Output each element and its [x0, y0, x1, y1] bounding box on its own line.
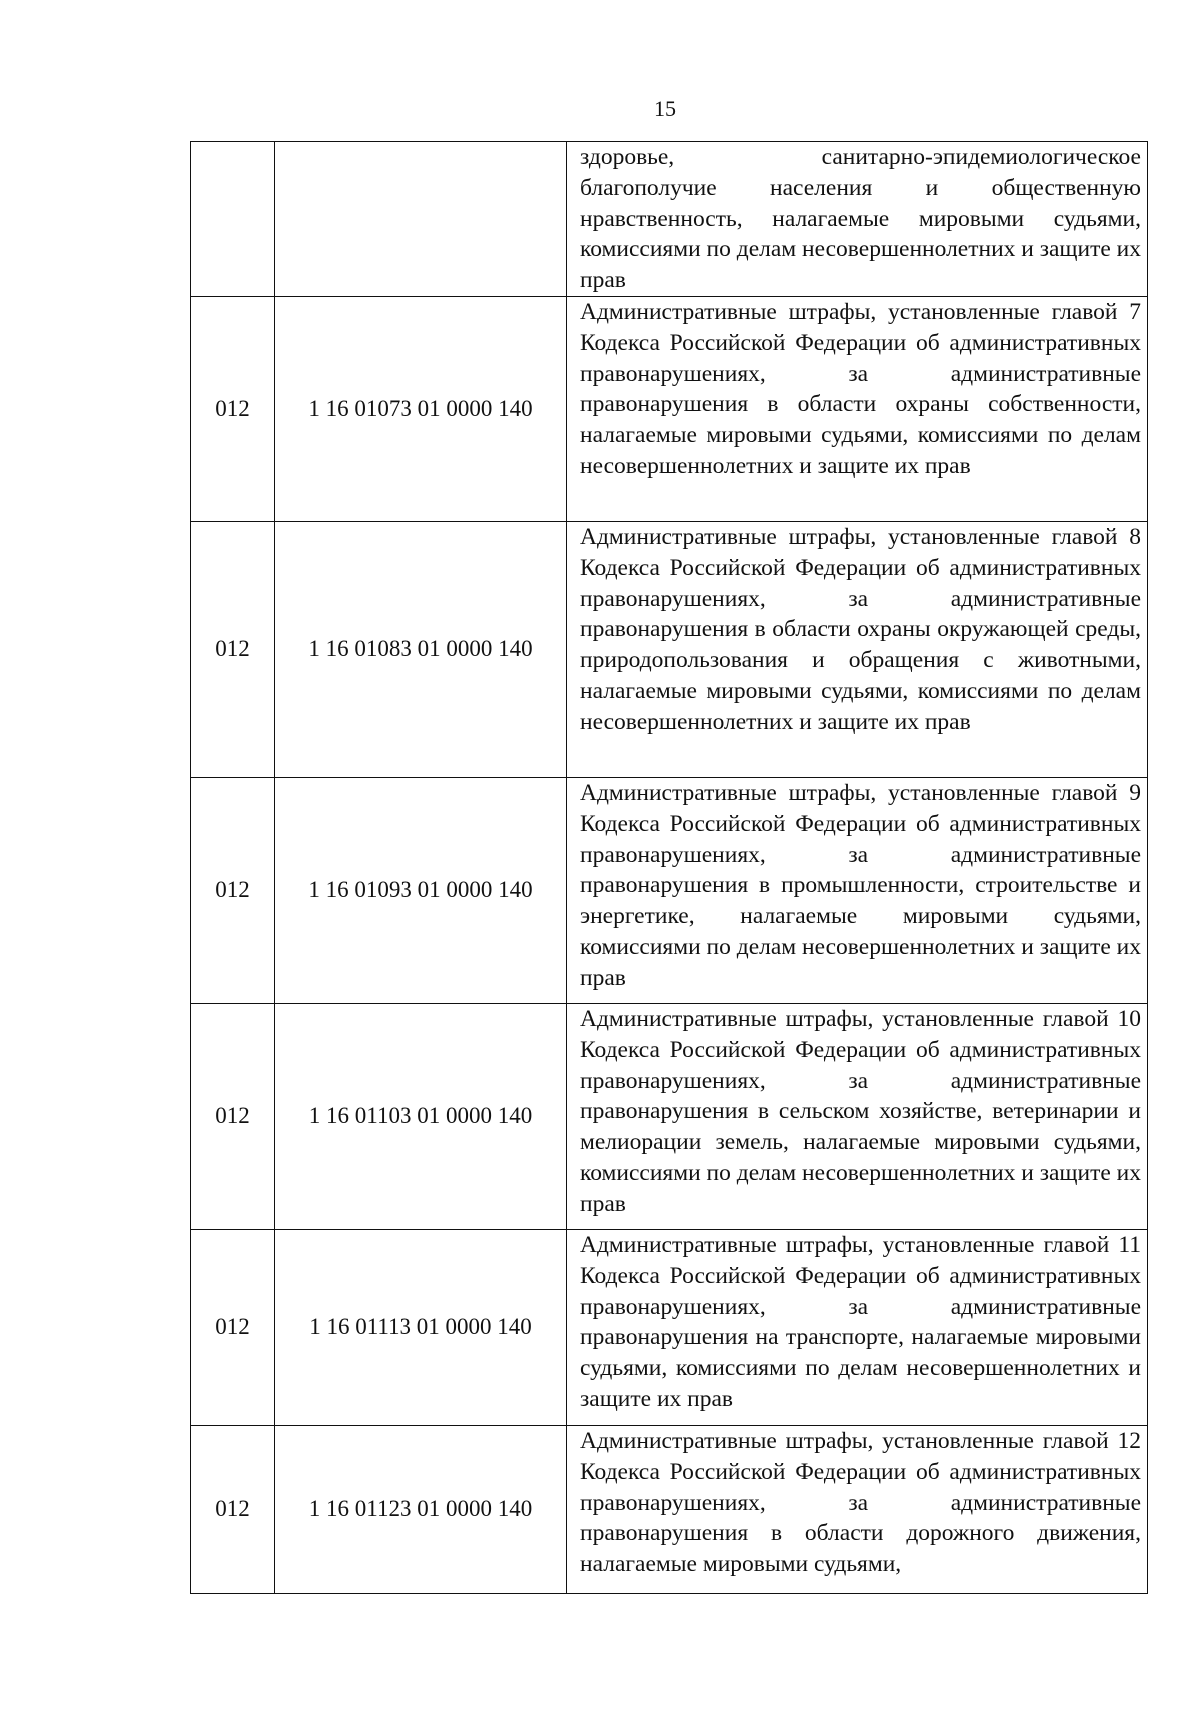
table-row — [191, 1003, 1148, 1229]
table-row — [191, 1425, 1148, 1593]
table-row — [191, 142, 1148, 297]
table-row — [191, 296, 1148, 521]
description-cell: Административные штрафы, установленные главой 9 Кодекса Российской Федерации об административных правонарушениях, за административные правонарушения в промышленности, строительстве и энергетике, налагаемые мировыми судьями, комиссиями по делам несовершеннолетних и защите их прав — [567, 777, 1148, 1003]
table-row — [191, 1229, 1148, 1425]
page-number: 15 — [654, 96, 676, 121]
admin-code-cell: 012 — [191, 1003, 275, 1229]
admin-code-cell: 012 — [191, 296, 275, 521]
description-cell: Административные штрафы, установленные главой 8 Кодекса Российской Федерации об административных правонарушениях, за административные правонарушения в области охраны окружающей среды, природопользования и обращения с животными, налагаемые мировыми судьями, комиссиями по делам несовершеннолетних и защите их прав — [567, 521, 1148, 777]
kbk-code-cell — [275, 142, 567, 297]
description-cell: здоровье, санитарно-эпидемиологическое благополучие населения и общественную нравственность, налагаемые мировыми судьями, комиссиями по делам несовершеннолетних и защите их прав — [567, 142, 1148, 297]
kbk-code-cell: 1 16 01103 01 0000 140 — [275, 1003, 567, 1229]
description-cell: Административные штрафы, установленные главой 7 Кодекса Российской Федерации об административных правонарушениях, за административные правонарушения в области охраны собственности, налагаемые мировыми судьями, комиссиями по делам несовершеннолетних и защите их прав — [567, 296, 1148, 521]
description-cell: Административные штрафы, установленные главой 10 Кодекса Российской Федерации об административных правонарушениях, за административные правонарушения в сельском хозяйстве, ветеринарии и мелиорации земель, налагаемые мировыми судьями, комиссиями по делам несовершеннолетних и защите их прав — [567, 1003, 1148, 1229]
kbk-code-cell: 1 16 01083 01 0000 140 — [275, 521, 567, 777]
description-cell: Административные штрафы, установленные главой 12 Кодекса Российской Федерации об административных правонарушениях, за административные правонарушения в области дорожного движения, налагаемые мировыми судьями, — [567, 1425, 1148, 1593]
description-cell: Административные штрафы, установленные главой 11 Кодекса Российской Федерации об административных правонарушениях, за административные правонарушения на транспорте, налагаемые мировыми судьями, комиссиями по делам несовершеннолетних и защите их прав — [567, 1229, 1148, 1425]
table-row — [191, 521, 1148, 777]
admin-code-cell: 012 — [191, 1425, 275, 1593]
kbk-code-cell: 1 16 01113 01 0000 140 — [275, 1229, 567, 1425]
admin-code-cell: 012 — [191, 1229, 275, 1425]
admin-code-cell: 012 — [191, 777, 275, 1003]
admin-code-cell — [191, 142, 275, 297]
table-row — [191, 777, 1148, 1003]
kbk-code-cell: 1 16 01093 01 0000 140 — [275, 777, 567, 1003]
kbk-table — [190, 141, 1148, 1594]
kbk-code-cell: 1 16 01073 01 0000 140 — [275, 296, 567, 521]
admin-code-cell: 012 — [191, 521, 275, 777]
kbk-code-cell: 1 16 01123 01 0000 140 — [275, 1425, 567, 1593]
